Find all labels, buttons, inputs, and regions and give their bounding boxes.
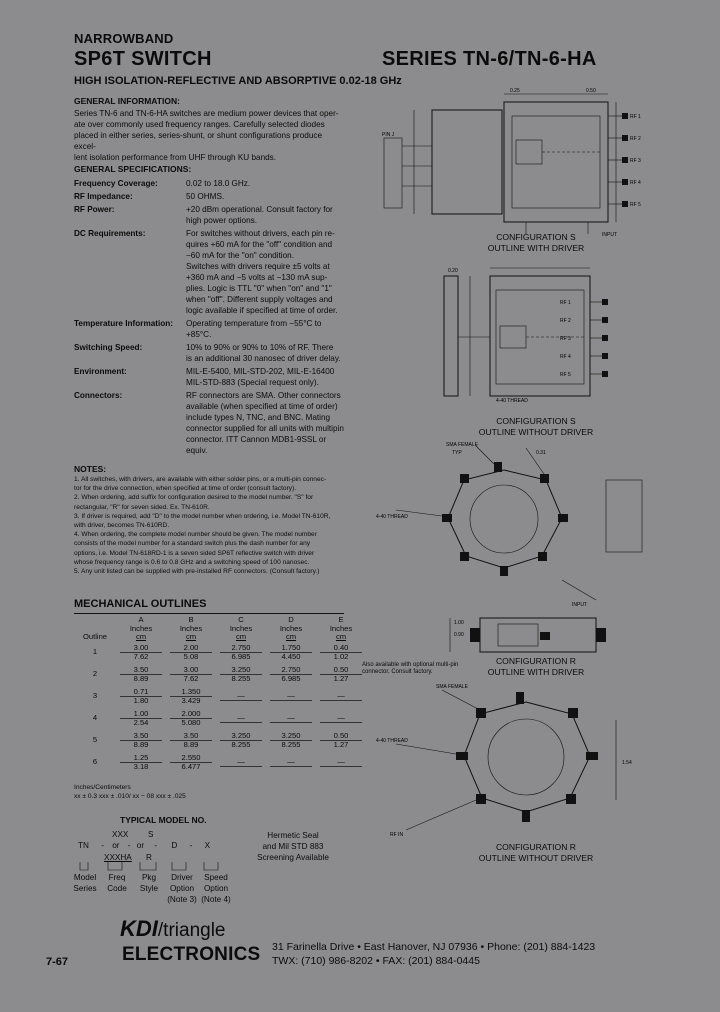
model-driver-code: D [171, 841, 178, 850]
dim-label: 0.20 [448, 268, 458, 274]
table-cell [166, 752, 216, 774]
table-cell-outline: 3 [92, 691, 98, 701]
dim-label: 0.25 [510, 88, 520, 94]
port-label: RF 1 [630, 114, 641, 120]
caption-line: OUTLINE WITH DRIVER [487, 667, 585, 677]
company-address: 31 Farinella Drive • East Hanover, NJ 07936 • Phone: (201) 884-1423 [272, 941, 596, 953]
config-s-nodriver-caption [466, 416, 606, 438]
spec-value-line: Switches with drivers require ±5 volts at [186, 262, 330, 271]
mounting-label: 4-40 THREAD [376, 514, 408, 520]
model-or: or [112, 841, 120, 850]
model-alt-r: R [146, 853, 152, 862]
table-cell-inch: — [270, 692, 312, 702]
sma-female-label: SMA FEMALE [436, 684, 468, 690]
hermetic-line: and Mil STD 883 [262, 842, 324, 851]
spec-value [186, 204, 346, 226]
config-s-driver-caption [466, 232, 606, 254]
table-cell [316, 752, 366, 774]
table-cell-outline: 1 [92, 647, 98, 657]
spec-row [74, 318, 344, 340]
table-cell-cm: 1.80 [133, 696, 149, 705]
table-header-cell [216, 616, 266, 642]
product-title: SP6T SWITCH [74, 48, 212, 70]
general-info-heading: GENERAL INFORMATION: [74, 96, 180, 106]
port-label: RF 2 [560, 318, 571, 324]
model-or: or [136, 841, 145, 850]
table-cell-cm: 5.080 [181, 718, 201, 727]
table-header-line: cm [285, 632, 297, 641]
table-cell [116, 642, 166, 664]
model-label-line: Speed [204, 873, 228, 882]
mechanical-heading: MECHANICAL OUTLINES [74, 598, 207, 610]
table-header-line: B [188, 615, 194, 624]
table-cell-inch: — [270, 758, 312, 768]
table-header-line: cm [135, 632, 147, 641]
table-cell-cm: 6.985 [281, 674, 301, 683]
table-cell [316, 686, 366, 708]
spec-value-line: quires +60 mA for the "off" condition and [186, 240, 333, 249]
table-cell-inch: 3.250 [220, 732, 262, 742]
table-cell [116, 730, 166, 752]
spec-row [74, 390, 344, 456]
table-cell-cm: 8.89 [133, 674, 149, 683]
table-header-line: A [138, 615, 144, 624]
table-cell-inch: — [220, 758, 262, 768]
model-main-row [78, 840, 248, 851]
table-cell-inch: 0.50 [320, 666, 362, 676]
model-top-s: S [148, 830, 154, 839]
spec-value-line: MIL-E-5400, MIL-STD-202, MIL-E-16400 [186, 367, 335, 376]
tolerance-values: xx ± 0.3 xxx ± .010/ xx − 08 xxx ± .025 [74, 793, 186, 800]
model-dash: - [154, 841, 158, 850]
spec-row [74, 191, 344, 202]
table-header-line: Inches [229, 623, 253, 633]
table-cell-inch: 0.71 [120, 688, 162, 698]
table-header-cell [316, 616, 366, 642]
table-cell-cm: 8.89 [133, 740, 149, 749]
table-header-cell [116, 616, 166, 642]
spec-row [74, 342, 344, 364]
table-cell-inch: — [320, 758, 362, 768]
port-label: RF 3 [560, 336, 571, 342]
table-header-line: Inches [129, 623, 153, 633]
general-info-text [74, 108, 344, 163]
table-row [74, 708, 366, 730]
spec-value-line: is an additional 30 nanosec of driver delay. [186, 354, 341, 363]
pin-j-label: PIN J [382, 132, 395, 138]
spec-value-line: +20 dBm operational. Consult factory for [186, 205, 333, 214]
table-cell [216, 730, 266, 752]
spec-value-line: when "off". Different supply voltages and [186, 295, 333, 304]
table-cell [266, 686, 316, 708]
model-speed-code: X [204, 841, 211, 850]
table-cell-inch: 3.50 [120, 732, 162, 742]
spec-label: DC Requirements: [74, 229, 146, 238]
table-cell [116, 686, 166, 708]
spec-value-line: high power options. [186, 216, 258, 225]
spec-value-line: Operating temperature from −55°C to [186, 319, 322, 328]
model-alt-xxxha: XXXHA [104, 853, 132, 862]
caption-line: OUTLINE WITHOUT DRIVER [478, 853, 594, 863]
config-r-nodriver-caption [466, 842, 606, 864]
spec-value-line: 0.02 to 18.0 GHz. [186, 179, 251, 188]
table-cell [216, 686, 266, 708]
table-cell [316, 708, 366, 730]
table-cell [216, 642, 266, 664]
model-label-line: Code [107, 884, 127, 893]
mechanical-rule [74, 613, 344, 614]
config-s-nodriver-drawing [430, 262, 640, 412]
optional-connector-note: Also available with optional multi-pin connector. Consult factory. [362, 662, 459, 675]
note-line: 3. If driver is required, add "D" to the model number when ordering, i.e. Model TN-610R, [74, 512, 331, 520]
mechanical-table [74, 616, 366, 774]
spec-row [74, 228, 344, 316]
model-top-xxx: XXX [112, 830, 129, 839]
model-dash: - [101, 841, 104, 850]
spec-value [186, 318, 346, 340]
config-r-bottom-drawing [376, 680, 676, 842]
table-cell [266, 730, 316, 752]
port-label: RF 4 [630, 180, 641, 186]
table-cell-cm: 1.02 [333, 652, 349, 661]
model-label-line: (Note 3) [167, 895, 197, 904]
model-label-speed [198, 872, 234, 905]
company-logo [120, 918, 226, 942]
table-header-line: cm [185, 632, 197, 641]
note-line: options, i.e. Model TN-618RD-1 is a seven sided SP6T reflective switch with driver [74, 549, 315, 557]
spec-value-line: connector. ITT Cannon MDB1-9SSL or [186, 435, 327, 444]
note-line: 1. All switches, with drivers, are available with either solder pins, or a multi-pin connec- [74, 476, 327, 483]
general-specs-heading: GENERAL SPECIFICATIONS: [74, 164, 192, 174]
caption-line: CONFIGURATION S [496, 232, 576, 242]
table-header-line: Inches [279, 623, 303, 633]
spec-value-line: −60 mA for the "on" condition. [186, 251, 294, 260]
table-cell-inch: 2.750 [270, 666, 312, 676]
spec-value-line: +360 mA and −5 volts at −130 mA sup- [186, 273, 328, 282]
model-label-line: Style [139, 884, 159, 893]
note-line: consists of the model number for a standard switch plus the dash number for any [74, 540, 311, 548]
model-label-line: Pkg [141, 873, 157, 882]
table-header-line: D [288, 615, 294, 624]
spec-label: RF Power: [74, 205, 115, 214]
table-header-line: cm [335, 632, 347, 641]
notes-heading: NOTES: [74, 464, 107, 474]
company-contact: TWX: (710) 986-8202 • FAX: (201) 884-0445 [272, 955, 480, 967]
table-cell-inch: 0.40 [320, 644, 362, 654]
model-heading: TYPICAL MODEL NO. [120, 815, 207, 825]
dim-label: 1.00 [454, 620, 464, 626]
dim-label: 0.50 [586, 88, 596, 94]
config-s-driver-drawing [376, 86, 666, 244]
table-header-outline: Outline [82, 632, 108, 641]
caption-line: OUTLINE WITH DRIVER [487, 243, 585, 253]
table-cell-cm: 6.477 [181, 762, 201, 771]
table-cell [166, 708, 216, 730]
table-cell-inch: 3.50 [120, 666, 162, 676]
spec-value-line: available (when specified at time of order) [186, 402, 338, 411]
table-header-cell [266, 616, 316, 642]
table-cell-inch: 2.00 [170, 644, 212, 654]
config-r-top-drawing [376, 440, 676, 610]
input-label: INPUT [572, 602, 587, 608]
spec-value-line: equiv. [186, 446, 208, 455]
dim-label: 0.31 [536, 450, 546, 456]
table-cell-outline: 5 [92, 735, 98, 745]
table-cell-cm: 7.62 [183, 674, 199, 683]
spec-value-line: include types N, TNC, and BNC. Mating [186, 413, 331, 422]
typ-label: TYP [452, 450, 462, 456]
table-cell-outline: 4 [92, 713, 98, 723]
table-row [74, 642, 366, 664]
spec-value-line: connector supplied for all units with multipin [186, 424, 344, 433]
mounting-label: 4-40 THREAD [376, 738, 408, 744]
table-cell [266, 708, 316, 730]
table-cell-outline: 6 [92, 757, 98, 767]
spec-value-line: RF connectors are SMA. Other connectors [186, 391, 341, 400]
table-cell-cm: 4.450 [281, 652, 301, 661]
table-cell [216, 708, 266, 730]
spec-value [186, 228, 346, 316]
note-line: 4. When ordering, the complete model number should be given. The model number [74, 531, 317, 539]
series-title: SERIES TN-6/TN-6-HA [382, 48, 597, 70]
spec-value [186, 366, 346, 388]
table-cell-inch: — [320, 692, 362, 702]
input-label: INPUT [602, 232, 617, 238]
port-label: RF 5 [560, 372, 571, 378]
caption-line: CONFIGURATION R [495, 842, 577, 852]
note-line: tor for the drive connection, when specified at time of order (consult factory). [74, 485, 297, 493]
tolerance-units: Inches/Centimeters [74, 784, 131, 791]
table-cell-inch: 3.00 [170, 666, 212, 676]
table-cell [166, 664, 216, 686]
dim-label: 1.54 [622, 760, 632, 766]
table-cell-cm: 8.255 [281, 740, 301, 749]
table-cell [116, 664, 166, 686]
port-label: RF 1 [560, 300, 571, 306]
table-cell-inch: 0.50 [320, 732, 362, 742]
logo-triangle: /triangle [157, 920, 226, 941]
model-label-line: Freq [108, 873, 126, 882]
hermetic-line: Hermetic Seal [267, 831, 319, 840]
port-label: RF 5 [630, 202, 641, 208]
table-cell-inch: 1.750 [270, 644, 312, 654]
general-info-line: lent isolation performance from UHF through KU bands. [74, 153, 277, 162]
note-line: 2. When ordering, add suffix for configuration desired to the model number. "S" for [74, 494, 314, 502]
table-cell-inch: 3.250 [220, 666, 262, 676]
table-cell-cm: 8.89 [183, 740, 199, 749]
table-cell-inch: 2.000 [170, 710, 212, 720]
spec-label: Environment: [74, 367, 127, 376]
general-info-line: placed in either series, series-shunt, or shunt configurations produce excel- [74, 131, 323, 151]
table-cell [316, 730, 366, 752]
port-label: RF 4 [560, 354, 571, 360]
table-cell-cm: 2.54 [133, 718, 149, 727]
mechanical-table-wrap [74, 616, 366, 774]
general-info-line: ate over commonly used frequency ranges. Carefully selected diodes [74, 120, 325, 129]
table-cell [216, 664, 266, 686]
table-cell [266, 642, 316, 664]
model-label-line: Driver [171, 873, 193, 882]
model-label-line: Option [203, 884, 229, 893]
spec-value [186, 390, 346, 456]
caption-line: CONFIGURATION R [495, 656, 577, 666]
model-label-series [72, 872, 98, 894]
table-cell [116, 708, 166, 730]
spec-label: Switching Speed: [74, 343, 143, 352]
table-cell [166, 686, 216, 708]
config-r-driver-caption [466, 656, 606, 678]
table-header-line: E [338, 615, 344, 624]
table-row [74, 664, 366, 686]
spec-value-line: +85°C. [186, 330, 212, 339]
table-cell [216, 752, 266, 774]
config-r-side-drawing [440, 610, 630, 662]
spec-value-line: For switches without drivers, each pin re- [186, 229, 335, 238]
logo-kdi: KDI [120, 916, 158, 941]
table-header-line: C [238, 615, 244, 624]
general-info-line: Series TN-6 and TN-6-HA switches are medium power devices that oper- [74, 109, 339, 118]
spec-value [186, 178, 346, 189]
table-cell-inch: 1.00 [120, 710, 162, 720]
table-cell-inch: — [220, 714, 262, 724]
table-cell-cm: 6.985 [231, 652, 251, 661]
table-cell-inch: 1.25 [120, 754, 162, 764]
table-cell [316, 642, 366, 664]
table-cell-cm: 5.08 [183, 652, 199, 661]
model-label-line: (Note 4) [201, 895, 231, 904]
table-cell-cm: 1.27 [333, 740, 349, 749]
spec-label: RF Impedance: [74, 192, 133, 201]
mounting-label: 4-40 THREAD [496, 398, 528, 404]
table-cell-inch: — [220, 692, 262, 702]
spec-value [186, 342, 346, 364]
table-cell-cm: 8.255 [231, 740, 251, 749]
port-label: RF 3 [630, 158, 641, 164]
table-cell-inch: 3.250 [270, 732, 312, 742]
caption-line: CONFIGURATION S [496, 416, 576, 426]
table-row [74, 752, 366, 774]
table-cell [166, 642, 216, 664]
sma-female-label: SMA FEMALE [446, 442, 478, 448]
note-line: 5. Any unit listed can be supplied with pre-installed RF connectors. (Consult factory.) [74, 568, 320, 576]
table-cell-inch: 2.550 [170, 754, 212, 764]
page-number: 7-67 [46, 956, 69, 968]
spec-row [74, 204, 344, 226]
table-cell-inch: — [320, 714, 362, 724]
note-line: with driver, becomes TN-610RD. [74, 522, 170, 530]
dim-label: 0.90 [454, 632, 464, 638]
table-header-cell [166, 616, 216, 642]
spec-row [74, 178, 344, 189]
model-label-pkg [136, 872, 162, 894]
table-cell-cm: 3.18 [133, 762, 149, 771]
port-label: RF 2 [630, 136, 641, 142]
table-cell [116, 752, 166, 774]
table-cell-outline: 2 [92, 669, 98, 679]
notes-text [74, 475, 374, 576]
table-cell [166, 730, 216, 752]
table-cell-inch: — [270, 714, 312, 724]
spec-row [74, 366, 344, 388]
table-cell-cm: 7.62 [133, 652, 149, 661]
model-series-code: TN [78, 841, 89, 850]
category-label: NARROWBAND [74, 31, 174, 46]
spec-value-line: logic available if specified at time of order. [186, 306, 338, 315]
table-cell-inch: 3.00 [120, 644, 162, 654]
table-header-line: Inches [329, 623, 353, 633]
table-header-line: Inches [179, 623, 203, 633]
spec-value-line: MIL-STD-883 (Special request only). [186, 378, 319, 387]
hermetic-line: Screening Available [257, 853, 329, 862]
model-label-freq [104, 872, 130, 894]
table-cell-cm: 3.429 [181, 696, 201, 705]
note-line: rectangular, "R" for seven sided. Ex. TN-610R. [74, 503, 210, 511]
spec-value-line: 50 OHMS. [186, 192, 225, 201]
table-cell-inch: 2.750 [220, 644, 262, 654]
spec-value [186, 191, 346, 202]
note-line: whose frequency range is 0.6 to 0.8 GHz and a switching speed of 100 nanosec. [74, 558, 310, 566]
model-dash: - [127, 841, 131, 850]
table-cell [316, 664, 366, 686]
model-label-driver [164, 872, 200, 905]
rf-in-label: RF IN [390, 832, 404, 838]
table-header-row [74, 616, 366, 642]
spec-label: Frequency Coverage: [74, 179, 158, 188]
table-cell [266, 752, 316, 774]
product-subtitle: HIGH ISOLATION-REFLECTIVE AND ABSORPTIVE 0.02-18 GHz [74, 75, 402, 87]
spec-label: Connectors: [74, 391, 123, 400]
model-label-line: Model [73, 873, 97, 882]
model-dash: - [189, 841, 193, 850]
table-row [74, 730, 366, 752]
spec-value-line: 10% to 90% or 90% to 10% of RF. There [186, 343, 334, 352]
table-cell-inch: 1.350 [170, 688, 212, 698]
table-cell-inch: 3.50 [170, 732, 212, 742]
table-cell-cm: 1.27 [333, 674, 349, 683]
spec-value-line: plies. Logic is TTL "0" when "on" and "1" [186, 284, 332, 293]
model-label-line: Option [169, 884, 195, 893]
table-header-line: cm [235, 632, 247, 641]
caption-line: OUTLINE WITHOUT DRIVER [478, 427, 594, 437]
table-cell [266, 664, 316, 686]
spec-label: Temperature Information: [74, 319, 174, 328]
table-row [74, 686, 366, 708]
table-cell-cm: 8.255 [231, 674, 251, 683]
model-label-line: Series [73, 884, 97, 893]
hermetic-note [248, 830, 338, 863]
logo-electronics: ELECTRONICS [122, 944, 261, 965]
